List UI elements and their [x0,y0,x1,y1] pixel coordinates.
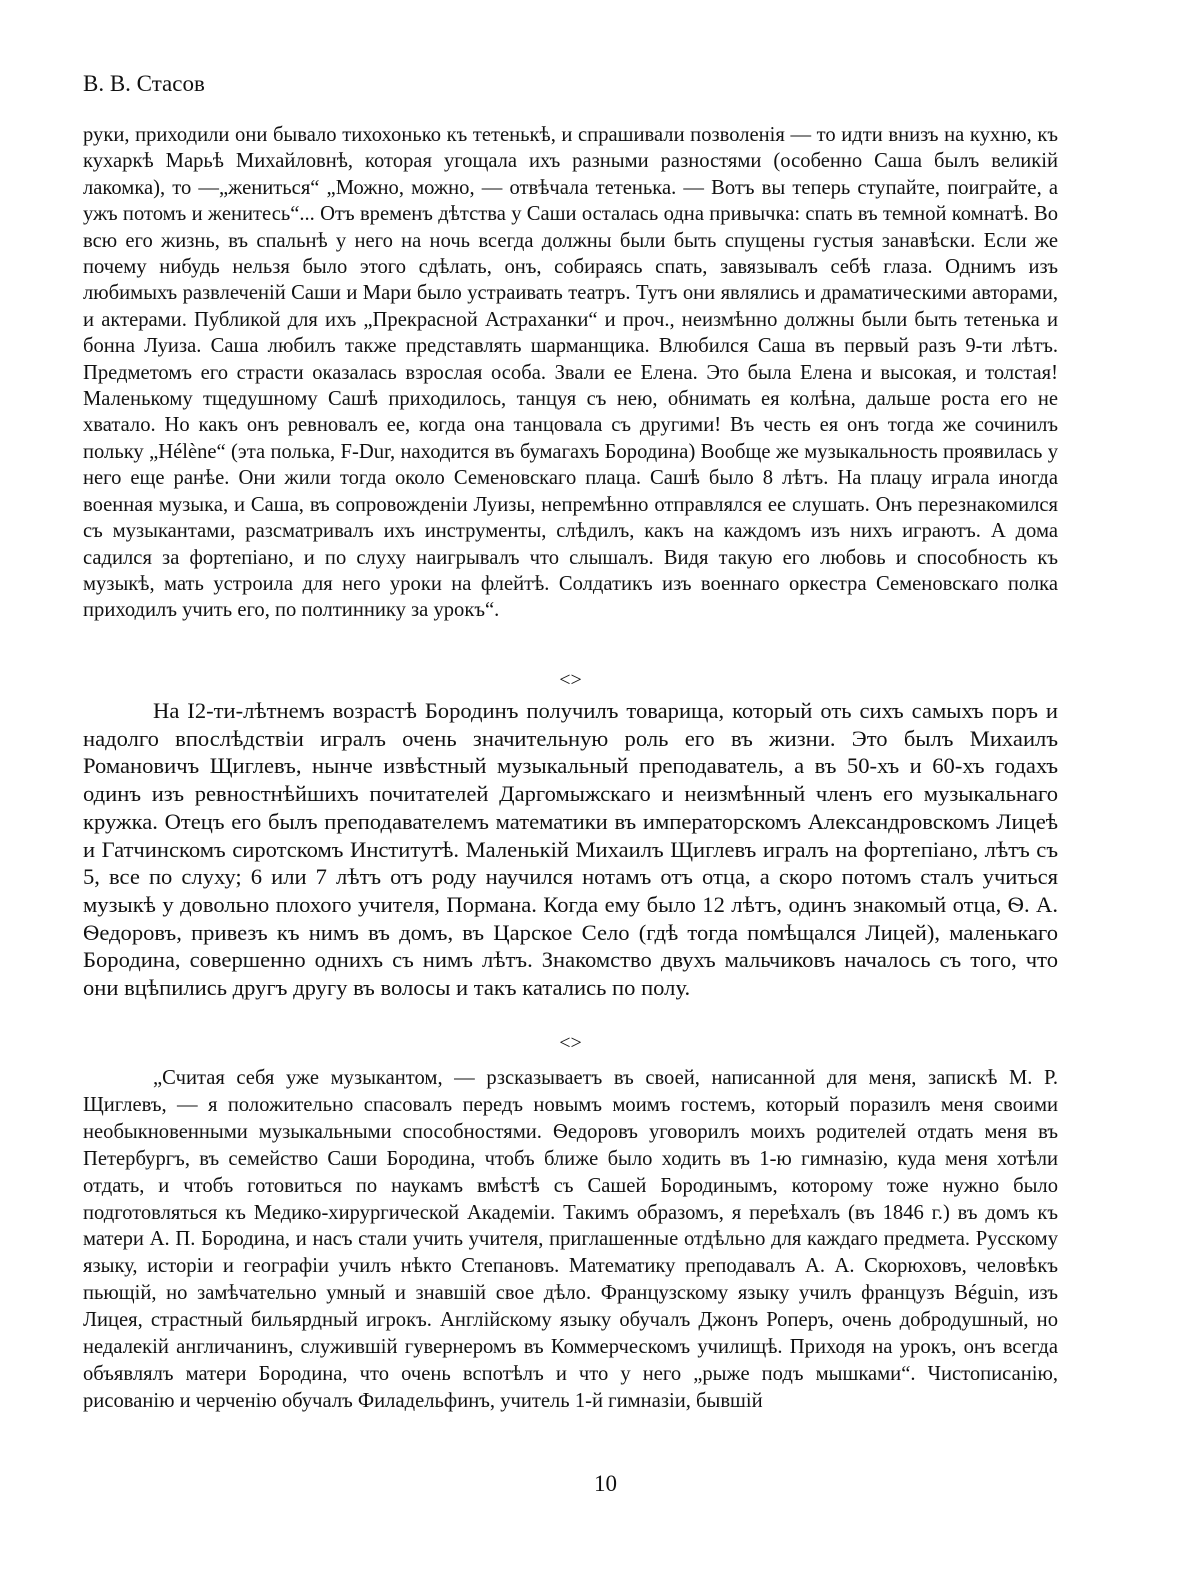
paragraph-shchiglev: На I2-ти-лѣтнемъ возрастѣ Бородинъ получилъ товарища, который оть сихъ самыхъ поръ и надолго впослѣдствіи игралъ очень значительную роль его въ жизни. Это былъ Михаилъ Романовичъ Щиглевъ, нынче извѣстный музыкальный преподаватель, а въ 50-хъ и 60-хъ годахъ одинъ изъ ревностнѣйшихъ почитателей Даргомыжскаго и неизмѣнный членъ его музыкальнаго кружка. Отецъ его былъ преподавателемъ математики въ императорскомъ Александровскомъ Лицеѣ и Гатчинскомъ сиротскомъ Институтѣ. Маленькій Михаилъ Щиглевъ игралъ на фортепіано, лѣтъ съ 5, все по слуху; 6 или 7 лѣтъ отъ роду научился нотамъ отъ отца, а скоро потомъ сталъ учиться музыкѣ у довольно плохого учителя, Пормана. Когда ему было 12 лѣтъ, одинъ знакомый отца, Ѳ. А. Ѳедоровъ, привезъ къ нимъ въ домъ, въ Царское Село (гдѣ тогда помѣщался Лицей), маленькаго Бородина, совершенно однихъ съ нимъ лѣтъ. Знакомство двухъ мальчиковъ началось съ того, что они вцѣпились другъ другу въ волосы и такъ катались по полу. [83,698,1058,1001]
section-separator: <> [559,669,582,691]
paragraph-childhood: руки, приходили они бывало тихохонько къ тетенькѣ, и спрашивали позволенія — то идти внизъ на кухню, къ кухаркѣ Марьѣ Михайловнѣ, которая угощала ихъ разными разностями (особенно Саша былъ великій лакомка), то —„жениться“ „Можно, можно, — отвѣчала тетенька. — Вотъ вы теперь ступайте, поиграйте, а ужъ потомъ и женитесь“... Отъ временъ дѣтства у Саши осталась одна привычка: спать въ темной комнатѣ. Во всю его жизнь, въ спальнѣ у него на ночь всегда должны были быть спущены густыя занавѣски. Если же почему нибудь нельзя было этого сдѣлать, онъ, собираясь спать, завязывалъ себѣ глаза. Однимъ изъ любимыхъ развлеченій Саши и Мари было устраивать театръ. Тутъ они являлись и драматическими авторами, и актерами. Публикой для ихъ „Прекрасной Астраханки“ и проч., неизмѣнно должны были быть тетенька и бонна Луиза. Саша любилъ также представлять шарманщика. Влюбился Саша въ первый разъ 9-ти лѣтъ. Предметомъ его страсти оказалась взрослая особа. Звали ее Елена. Это была Елена и высокая, и толстая! Маленькому тщедушному Сашѣ приходилось, танцуя съ нею, обнимать ея колѣна, дальше роста его не хватало. Но какъ онъ ревновалъ ее, когда она танцовала съ другими! Въ честь ея онъ тогда же сочинилъ польку „Hélène“ (эта полька, F-Dur, находится въ бумагахъ Бородина) Вообще же музыкальность проявилась у него еще ранѣе. Они жили тогда около Семеновскаго плаца. Сашѣ было 8 лѣтъ. На плацу играла иногда военная музыка, и Саша, въ сопровожденіи Луизы, непремѣнно отправлялся ее слушать. Онъ перезнакомился съ музыкантами, разсматривалъ ихъ инструменты, слѣдилъ, какъ на каждомъ изъ нихъ играютъ. А дома садился за фортепіано, и по слуху наигрывалъ что слышалъ. Видя такую его любовь и способность къ музыкѣ, мать устроила для него уроки на флейтѣ. Солдатикъ изъ военнаго оркестра Семеновскаго полка приходилъ учить его, по полтиннику за урокъ“. [83,124,1058,622]
section-separator: <> [559,1032,582,1054]
page-number: 10 [594,1471,617,1496]
paragraph-memoir-quote: „Считая себя уже музыкантом, — рзсказываетъ въ своей, написанной для меня, запискѣ М. Р. Щиглевъ, — я положительно спасовалъ передъ новымъ моимъ гостемъ, который поразилъ меня своими необыкновенными музыкальными способностями. Ѳедоровъ уговорилъ моихъ родителей отдать меня въ Петербургъ, въ семейство Саши Бородина, чтобъ ближе было ходить въ 1-ю гимназію, куда меня хотѣли отдать, и чтобъ готовиться по наукамъ вмѣстѣ съ Сашей Бородинымъ, которому тоже нужно было подготовляться къ Медико-хирургической Академіи. Такимъ образомъ, я переѣхалъ (въ 1846 г.) въ домъ къ матери А. П. Бородина, и насъ стали учить учителя, приглашенные отдѣльно для каждаго предмета. Русскому языку, исторіи и географіи училъ нѣкто Степановъ. Математику преподавалъ А. А. Скорюховъ, человѣкъ пьющій, но замѣчательно умный и знавшій свое дѣло. Французскому языку училъ французъ Béguin, изъ Лицея, страстный бильярдный игрокъ. Англійскому языку обучалъ Джонъ Роперъ, очень добродушный, но недалекій англичанинъ, служившій гувернеромъ въ Коммерческомъ училищѣ. Приходя на урокъ, онъ всегда объявлялъ матери Бородина, что очень вспотѣлъ и что у него „рыже подъ мышками“. Чистописанію, рисованію и черченію обучалъ Филадельфинъ, учитель 1-й гимназіи, бывшій [83,1067,1058,1412]
running-title: В. В. Стасов [83,71,205,96]
